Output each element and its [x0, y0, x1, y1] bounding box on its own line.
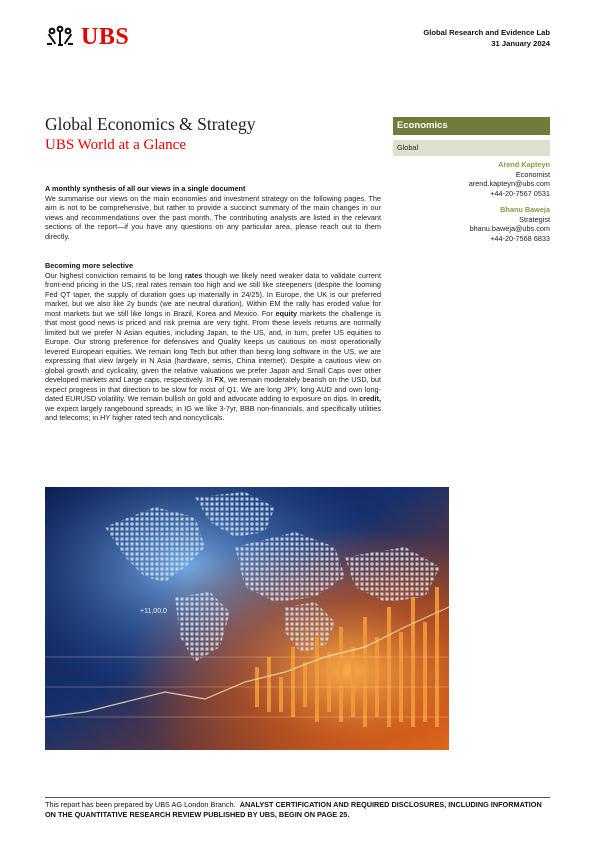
intro-section — [45, 184, 381, 241]
logo-text: UBS — [81, 24, 130, 50]
footer-rule — [45, 797, 550, 798]
report-title: Global Economics & Strategy — [45, 114, 256, 134]
selective-heading: Becoming more selective — [45, 261, 134, 270]
footer-disclosure: ANALYST CERTIFICATION AND REQUIRED DISCLOSURES, INCLUDING INFORMATION ON THE QUANTITATIVE RESEARCH REVIEW PUBLISHED BY UBS, BEGIN ON PAGE 25. — [45, 800, 542, 819]
world-map-finance-image — [45, 487, 449, 750]
world-map-illustration — [45, 487, 449, 750]
selective-paragraph: Our highest conviction remains to be long rates though we likely need weaker data to validate current front-end pricing in the US; real rates remain too high and we still like steepeners (despite the looming Fed QT taper, the supply of duration goes up materially in 24/25). In Europe, the UK is our preferred market, but we also like 2y bunds (we are neutral duration). Within EM the rally has eroded value for most markets but we still like longs in Brazil, Korea and Mexico. For equity markets the challenge is that most good news is priced and risk premia are very tight. From these levels returns are normally limited but we prefer N Asian equities, including Japan, to the US, and, in turn, prefer US equities to Europe. Our strong preference for defensives and Quality keeps us cautious on most operationally levered European equities. We remain long Tech but other than being long software in the US, we are expressing that view largely in N Asia (hardware, semis, China internet). Despite a cautious view on global growth and cyclicality, given the relative valuations we prefer Japan and Small Caps over other developed markets and Large caps, respectively. In FX, we remain moderately bearish on the USD, but expect progress in that direction to be slow for most of Q1. We are long JPY, long AUD and own long-dated EURUSD volatility. We remain bullish on gold and advocate adding to exposure on dips. In credit, we expect largely rangebound spreads; in IG we like 3-7yr, BBB non-financials, and specifically utilities and telecoms; in HY higher rated tech and noncyclicals. — [45, 270, 381, 422]
department-label: Global Research and Evidence Lab — [423, 28, 550, 37]
keyword-equity: equity — [275, 308, 298, 318]
analyst-card — [470, 205, 550, 243]
analyst-name: Bhanu Baweja — [500, 205, 550, 214]
image-overlay-label: +11,00.0 — [140, 608, 167, 615]
footer-note: This report has been prepared by UBS AG London Branch. — [45, 800, 236, 809]
analyst-phone: +44-20-7568 6833 — [490, 233, 550, 243]
analyst-phone: +44-20-7567 0531 — [490, 188, 550, 198]
region-label: Global — [393, 140, 550, 156]
category-bar: Economics — [393, 117, 550, 135]
keyword-fx: FX — [214, 375, 224, 384]
disclosure-footer — [45, 800, 550, 819]
analyst-role: Economist — [515, 169, 550, 179]
selective-section — [45, 261, 381, 423]
analyst-email[interactable]: bhanu.baweja@ubs.com — [469, 224, 550, 234]
analyst-email[interactable]: arend.kapteyn@ubs.com — [468, 179, 550, 189]
header-meta — [423, 28, 550, 49]
intro-heading: A monthly synthesis of all our views in a single document — [45, 184, 246, 193]
report-subtitle: UBS World at a Glance — [45, 137, 186, 153]
ubs-logo — [45, 25, 129, 49]
keyword-rates: rates — [184, 270, 203, 280]
three-keys-icon — [45, 25, 75, 49]
report-date: 31 January 2024 — [491, 38, 550, 48]
analyst-name: Arend Kapteyn — [498, 160, 550, 169]
analyst-role: Strategist — [519, 214, 550, 224]
intro-paragraph: We summarise our views on the main economies and investment strategy on the following pages. The aim is not to be comprehensive, but rather to provide a succinct summary of the main changes in our views and recommendations over the past month. The contributing analysts are listed in the relevant sections of the report—if you have any questions on any particular area, please reach out to them directly. — [45, 193, 381, 241]
analyst-card — [469, 160, 550, 198]
keyword-credit: credit, — [359, 394, 381, 403]
